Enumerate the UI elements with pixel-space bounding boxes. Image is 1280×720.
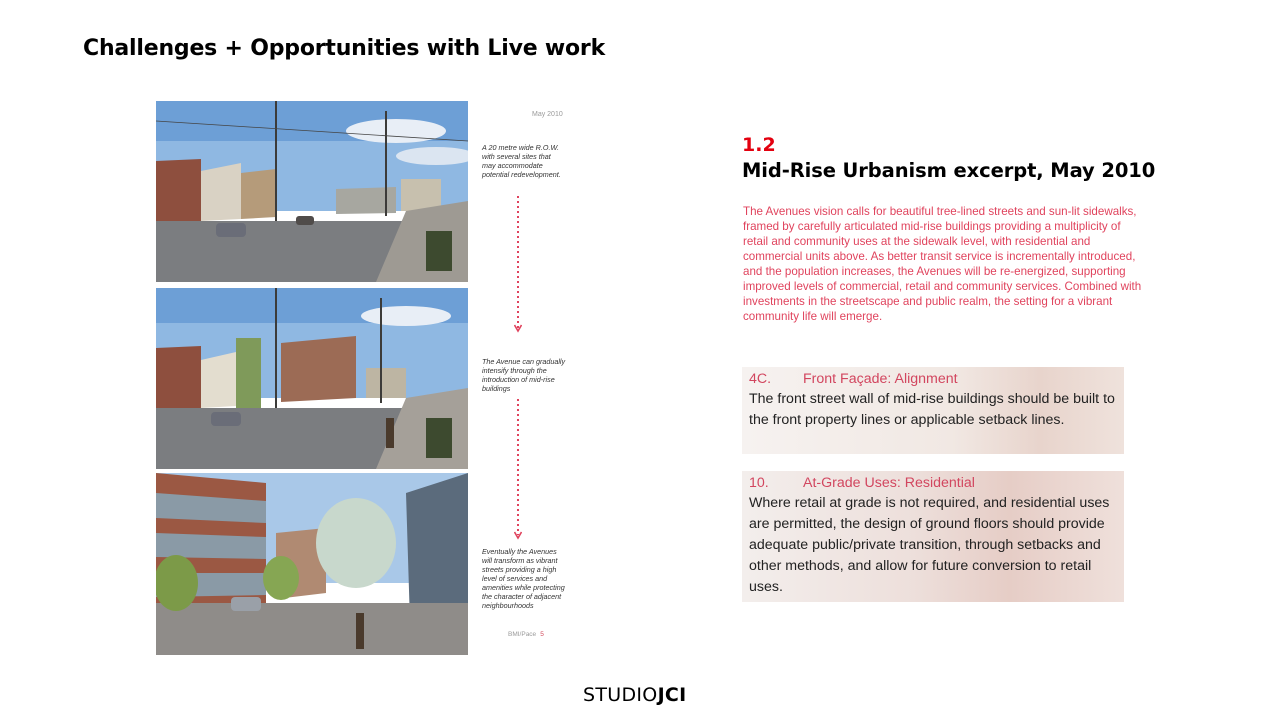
page-footer bbox=[508, 631, 544, 638]
caption-transform: Eventually the Avenues will transform as vibrant streets providing a high level of services and amenities while protecting the character of adjacent neighbourhoods bbox=[482, 547, 565, 610]
guideline-body: Where retail at grade is not required, and residential uses are permitted, the design of ground floors should provide adequate public/private transition, through setbacks and other methods, and allow for future conversion to retail uses. bbox=[749, 495, 1110, 595]
document-page-image bbox=[156, 101, 568, 655]
page-footer-number: 5 bbox=[540, 631, 544, 638]
section-number: 1.2 bbox=[742, 134, 776, 156]
page-date: May 2010 bbox=[532, 111, 563, 118]
guideline-heading bbox=[749, 371, 1116, 388]
guideline-number: 4C. bbox=[749, 371, 772, 387]
guideline-body: The front street wall of mid-rise buildings should be built to the front property lines or applicable setback lines. bbox=[749, 391, 1115, 428]
dotted-arrow-1 bbox=[514, 196, 522, 334]
studio-jci-logo bbox=[583, 684, 687, 706]
slide-title: Challenges + Opportunities with Live work bbox=[83, 36, 606, 61]
street-photo-existing bbox=[156, 101, 468, 282]
brand-part-jci: JCI bbox=[657, 684, 687, 706]
guideline-front-facade bbox=[742, 367, 1124, 454]
guideline-heading bbox=[749, 475, 1116, 492]
street-photo-intensifying bbox=[156, 288, 468, 469]
street-photo-transformed bbox=[156, 473, 468, 655]
section-title: Mid-Rise Urbanism excerpt, May 2010 bbox=[742, 159, 1156, 182]
guideline-title: At-Grade Uses: Residential bbox=[803, 475, 975, 491]
caption-intensify: The Avenue can gradually intensify through the introduction of mid-rise buildings bbox=[482, 357, 566, 393]
caption-existing: A 20 metre wide R.O.W. with several sites that may accommodate potential redevelopment. bbox=[482, 143, 561, 179]
guideline-number: 10. bbox=[749, 475, 769, 491]
guideline-at-grade-uses bbox=[742, 471, 1124, 602]
brand-part-studio: STUDIO bbox=[583, 684, 658, 706]
guideline-title: Front Façade: Alignment bbox=[803, 371, 958, 387]
dotted-arrow-2 bbox=[514, 399, 522, 541]
avenues-vision-paragraph: The Avenues vision calls for beautiful tree-lined streets and sun-lit sidewalks, framed by carefully articulated mid-rise buildings providing a multiplicity of retail and community uses at the sidewalk level, with residential and commercial units above. As better transit service is incrementally introduced, and the population increases, the Avenues will be re-energized, supporting improved levels of commercial, retail and community services. Combined with investments in the streetscape and public realm, the setting for a vibrant community life will emerge. bbox=[743, 205, 1142, 323]
page-footer-source: BMI/Pace bbox=[508, 631, 537, 638]
